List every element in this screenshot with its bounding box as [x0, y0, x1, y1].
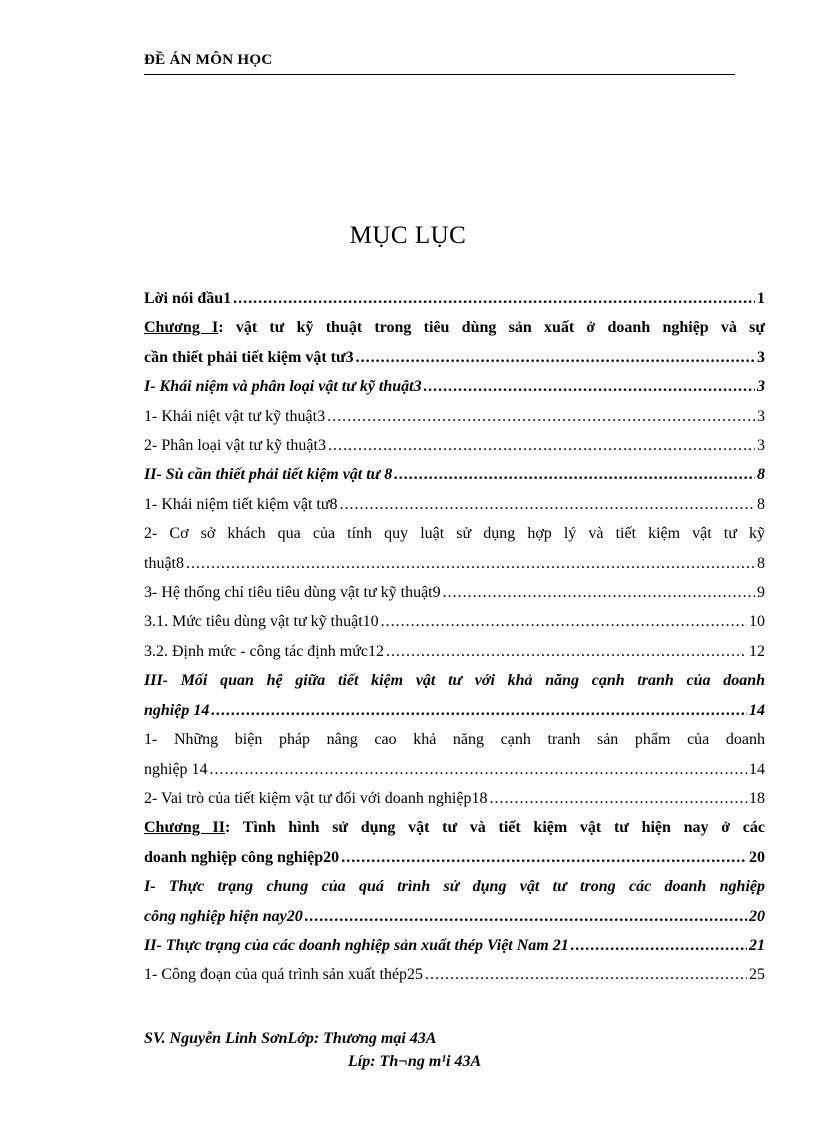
toc-page-number: 8: [757, 466, 765, 484]
toc-leader-dots: [425, 960, 747, 989]
toc-entry[interactable]: [144, 607, 765, 636]
toc-entry[interactable]: [144, 313, 765, 372]
page-title: MỤC LỤC: [349, 222, 467, 249]
toc-leader-dots: [328, 431, 755, 460]
toc-entry[interactable]: [144, 931, 765, 960]
toc-entry-text: II- Thực trạng của các doanh nghiệp sản xuất thép Việt Nam 21: [144, 936, 569, 954]
toc-entry[interactable]: [144, 284, 765, 313]
toc-entry-text: doanh nghiệp công nghiệp20: [144, 848, 340, 866]
toc-page-number: 1: [757, 290, 765, 307]
toc-page-number: 9: [757, 584, 765, 602]
toc-page-number: 3: [757, 437, 765, 455]
toc-entry[interactable]: [144, 372, 765, 401]
toc-entry[interactable]: [144, 431, 765, 460]
toc-entry-text: 1- Khái niệm tiết kiệm vật tư8: [144, 495, 338, 513]
toc-page-number: 21: [749, 936, 765, 954]
toc-leader-dots: [571, 931, 747, 960]
toc-entry[interactable]: [144, 784, 765, 813]
toc-entry[interactable]: [144, 725, 765, 784]
toc-leader-dots: [305, 902, 747, 931]
toc-entry-text: 3- Hệ thống chỉ tiêu tiêu dùng vật tư kỹ thuật9: [144, 584, 441, 602]
toc-entry-line: [144, 813, 765, 842]
toc-entry-text: công nghiệp hiện nay20: [144, 907, 303, 925]
toc-entry[interactable]: [144, 578, 765, 607]
toc-entry-text: 2- Phân loại vật tư kỹ thuật3: [144, 437, 326, 455]
toc-leader-dots: [327, 402, 755, 431]
toc-leader-dots: [443, 578, 755, 607]
table-of-contents: [144, 284, 765, 990]
toc-entry-text: 1- Khái niệt vật tư kỹ thuật3: [144, 407, 326, 425]
toc-leader-dots: [341, 843, 747, 872]
toc-page-number: 18: [749, 789, 765, 807]
chapter-label: Chương I: [144, 319, 219, 337]
toc-entry-text: nghiệp 14: [144, 760, 208, 778]
toc-page-number: 8: [757, 495, 765, 513]
toc-page-number: 12: [749, 642, 765, 660]
toc-page-number: 3: [757, 348, 765, 366]
toc-page-number: 8: [757, 554, 765, 572]
toc-page-number: 3: [757, 407, 765, 425]
toc-entry-line: [144, 313, 765, 342]
page-footer-author: SV. Nguyễn Linh SơnLớp: Thương mại 43A: [144, 1030, 437, 1047]
page-footer-class: Líp: Th¬ng m¹i 43A: [348, 1053, 482, 1070]
toc-entry[interactable]: [144, 872, 765, 931]
toc-entry-line: 1- Những biện pháp nâng cao khả năng cạnh tranh sản phẩm của doanh: [144, 731, 765, 749]
toc-entry-text: 3.1. Mức tiêu dùng vật tư kỹ thuật10: [144, 613, 379, 631]
toc-page-number: 3: [757, 378, 765, 396]
toc-entry[interactable]: [144, 813, 765, 872]
toc-leader-dots: [356, 343, 755, 372]
toc-entry[interactable]: [144, 637, 765, 666]
toc-leader-dots: [489, 784, 747, 813]
toc-entry-text: cần thiết phải tiết kiệm vật tư3: [144, 348, 354, 366]
toc-leader-dots: [394, 460, 755, 489]
toc-entry-text: nghiệp 14: [144, 701, 210, 719]
toc-leader-dots: [381, 607, 747, 636]
toc-entry-text: thuật8: [144, 554, 184, 572]
toc-page-number: 25: [749, 966, 765, 984]
toc-entry-text: 3.2. Định mức - công tác định mức12: [144, 642, 384, 660]
toc-entry-text: : Tình hình sử dụng vật tư và tiết kiệm vật tư hiện nay ở các: [224, 819, 766, 837]
toc-leader-dots: [211, 696, 747, 725]
toc-leader-dots: [424, 372, 755, 401]
toc-entry-line: I- Thực trạng chung của quá trình sử dụng vật tư trong các doanh nghiệp: [144, 878, 765, 896]
toc-entry[interactable]: [144, 460, 765, 489]
toc-entry[interactable]: [144, 960, 765, 989]
toc-page-number: 20: [749, 848, 765, 866]
toc-entry[interactable]: [144, 402, 765, 431]
toc-page-number: 20: [749, 907, 765, 925]
chapter-label: Chương II: [144, 819, 225, 837]
toc-leader-dots: [386, 637, 747, 666]
toc-entry[interactable]: [144, 519, 765, 578]
toc-entry[interactable]: [144, 666, 765, 725]
toc-entry-text: II- Sù cần thiết phải tiết kiệm vật tư 8: [144, 466, 393, 484]
toc-entry-text: 1- Công đoạn của quá trình sản xuất thép25: [144, 966, 424, 984]
toc-entry-line: 2- Cơ sở khách qua của tính quy luật sử dụng hợp lý và tiết kiệm vật tư kỹ: [144, 525, 765, 543]
toc-leader-dots: [340, 490, 755, 519]
toc-entry-text: I- Khái niệm và phân loại vật tư kỹ thuật3: [144, 378, 422, 396]
toc-page-number: 14: [749, 701, 765, 719]
toc-entry-line: III- Mối quan hệ giữa tiết kiệm vật tư với khả năng cạnh tranh của doanh: [144, 672, 765, 690]
toc-entry-text: Lời nói đầu1: [144, 290, 232, 307]
toc-leader-dots: [210, 755, 747, 784]
page-header: ĐỀ ÁN MÔN HỌC: [144, 52, 735, 75]
toc-leader-dots: [233, 284, 755, 313]
toc-leader-dots: [186, 549, 755, 578]
toc-page-number: 10: [749, 613, 765, 631]
toc-page-number: 14: [749, 760, 765, 778]
toc-entry-text: 2- Vai trò của tiết kiệm vật tư đối với doanh nghiệp18: [144, 789, 488, 807]
toc-entry-text: : vật tư kỹ thuật trong tiêu dùng sản xuất ở doanh nghiệp và sự: [218, 319, 765, 337]
toc-entry[interactable]: [144, 490, 765, 519]
